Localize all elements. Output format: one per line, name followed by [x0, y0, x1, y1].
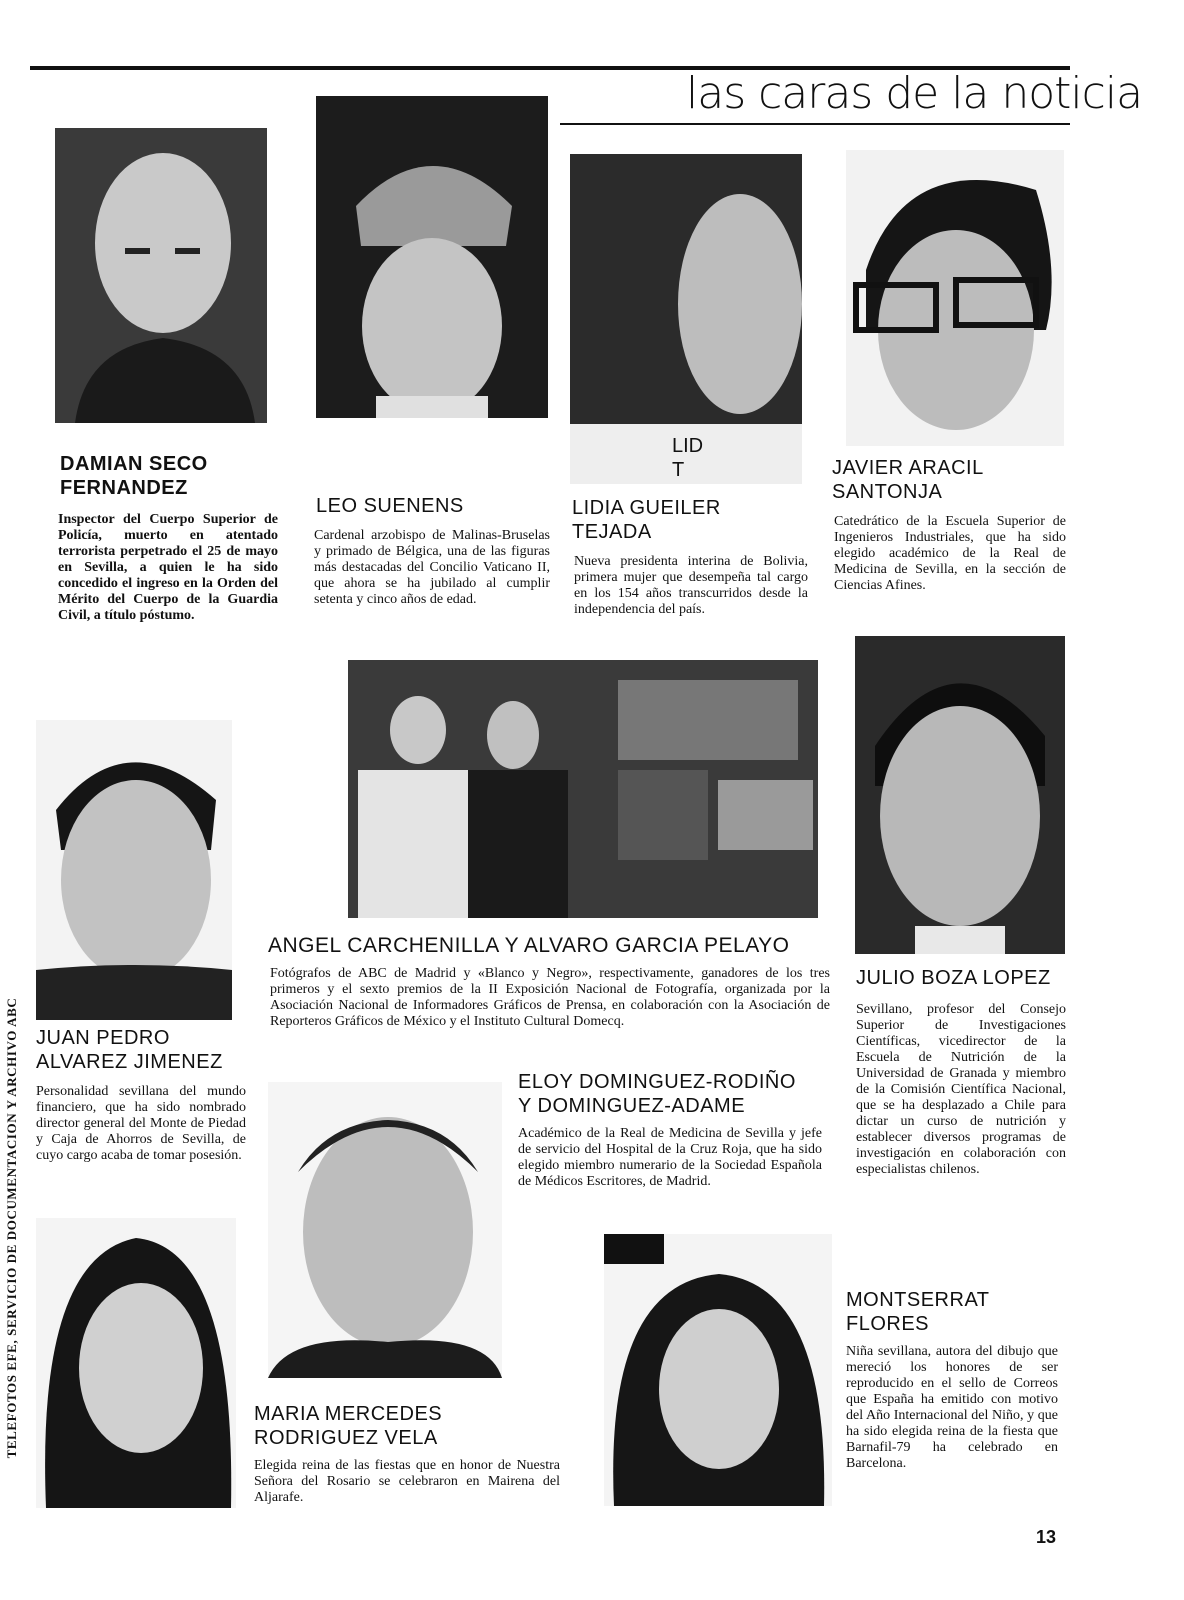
section-title: las caras de la noticia	[686, 68, 1143, 119]
juan-caption: Personalidad sevillana del mundo financiero, que ha sido nombrado director general del Monte de Piedad y Caja de Ahorros de Sevilla, de cuyo cargo acaba de tomar posesión.	[36, 1084, 246, 1163]
montserrat-name-line-1: MONTSERRAT	[846, 1289, 990, 1311]
page-number: 13	[1035, 1527, 1056, 1547]
leo-caption: Cardenal arzobispo de Malinas-Bruselas y primado de Bélgica, una de las figuras más destacadas del Concilio Vaticano II, que ahora se ha jubilado al cumplir setenta y cinco años de edad.	[314, 528, 550, 607]
maria-name	[254, 1402, 442, 1450]
photo-montserrat	[604, 1234, 832, 1506]
julio-name: JULIO BOZA LOPEZ	[856, 967, 1051, 989]
fragment-line-1: LID	[672, 435, 704, 457]
juan-name-line-2: ALVAREZ JIMENEZ	[36, 1051, 223, 1073]
damian-caption: Inspector del Cuerpo Superior de Policía, muerto en atentado terrorista perpetrado el 25 de mayo en Sevilla, a quien le ha sido concedido el ingreso en la Orden del Mérito del Cuerpo de la Guardia Civil, a título póstumo.	[58, 512, 278, 623]
leo-name: LEO SUENENS	[316, 495, 464, 517]
javier-name-line-1: JAVIER ARACIL	[832, 457, 984, 479]
eloy-name	[518, 1070, 796, 1118]
javier-name-line-2: SANTONJA	[832, 481, 943, 503]
photo-eloy	[268, 1082, 502, 1378]
damian-name	[60, 452, 208, 500]
photo-damian	[55, 128, 267, 423]
maria-name-line-1: MARIA MERCEDES	[254, 1403, 443, 1425]
photo-juan	[36, 720, 232, 1020]
photo-fragment-text	[672, 434, 703, 482]
photo-leo	[316, 96, 548, 418]
damian-name-line-2: FERNANDEZ	[60, 477, 188, 499]
juan-name	[36, 1026, 223, 1074]
julio-caption: Sevillano, profesor del Consejo Superior de Investigaciones Científicas, vicedirector de la Escuela de Nutrición de la Universidad de Granada y miembro de la Comisión Científica Nacional, que se ha desplazado a Chile para dictar un curso de nutrición y establecer diversos programas de investigación en colaboración con especialistas chilenos.	[856, 1002, 1066, 1177]
javier-name	[832, 456, 984, 504]
fragment-line-2: T	[672, 459, 685, 481]
photo-photographers	[348, 660, 818, 918]
photo-maria	[36, 1218, 236, 1508]
maria-caption: Elegida reina de las fiestas que en honor de Nuestra Señora del Rosario se celebraron en Mairena del Aljarafe.	[254, 1458, 560, 1505]
eloy-name-line-1: ELOY DOMINGUEZ-RODIÑO	[518, 1071, 796, 1093]
eloy-caption: Académico de la Real de Medicina de Sevilla y jefe de servicio del Hospital de la Cruz Roja, que ha sido elegido miembro numerario de la Sociedad Española de Médicos Escritores, de Madrid.	[518, 1126, 822, 1189]
maria-name-line-2: RODRIGUEZ VELA	[254, 1427, 438, 1449]
montserrat-caption: Niña sevillana, autora del dibujo que mereció los honores de ser reproducido en el sello de Correos que España ha emitido con motivo del Año Internacional del Niño, y que ha sido elegida reina de la fiesta que Barnafil-79 ha celebrado en Barcelona.	[846, 1344, 1058, 1471]
javier-caption: Catedrático de la Escuela Superior de Ingenieros Industriales, que ha sido elegido académico de la Real de Medicina de Sevilla, en la sección de Ciencias Afines.	[834, 514, 1066, 593]
lidia-caption: Nueva presidenta interina de Bolivia, primera mujer que desempeña tal cargo en los 154 años transcurridos desde la independencia del país.	[574, 554, 808, 617]
lidia-name-line-2: TEJADA	[572, 521, 652, 543]
angel-name: ANGEL CARCHENILLA Y ALVARO GARCIA PELAYO	[268, 934, 790, 957]
lidia-name-line-1: LIDIA GUEILER	[572, 497, 721, 519]
juan-name-line-1: JUAN PEDRO	[36, 1027, 170, 1049]
eloy-name-line-2: Y DOMINGUEZ-ADAME	[518, 1095, 746, 1117]
montserrat-name-line-2: FLORES	[846, 1313, 930, 1335]
lidia-name	[572, 496, 721, 544]
photo-julio	[855, 636, 1065, 954]
angel-caption: Fotógrafos de ABC de Madrid y «Blanco y Negro», respectivamente, ganadores de los tres primeros y el sexto premios de la II Exposición Nacional de Fotografía, organizada por la Asociación Nacional de Informadores Gráficos de Prensa, en colaboración con la Asociación de Reporteros Gráficos de México y el Instituto Cultural Domecq.	[270, 966, 830, 1029]
title-underline	[560, 123, 1070, 125]
damian-name-line-1: DAMIAN SECO	[60, 453, 208, 475]
photo-javier	[846, 150, 1064, 446]
montserrat-name	[846, 1288, 990, 1336]
photo-credit: TELEFOTOS EFE, SERVICIO DE DOCUMENTACION Y ARCHIVO ABC	[4, 997, 19, 1459]
